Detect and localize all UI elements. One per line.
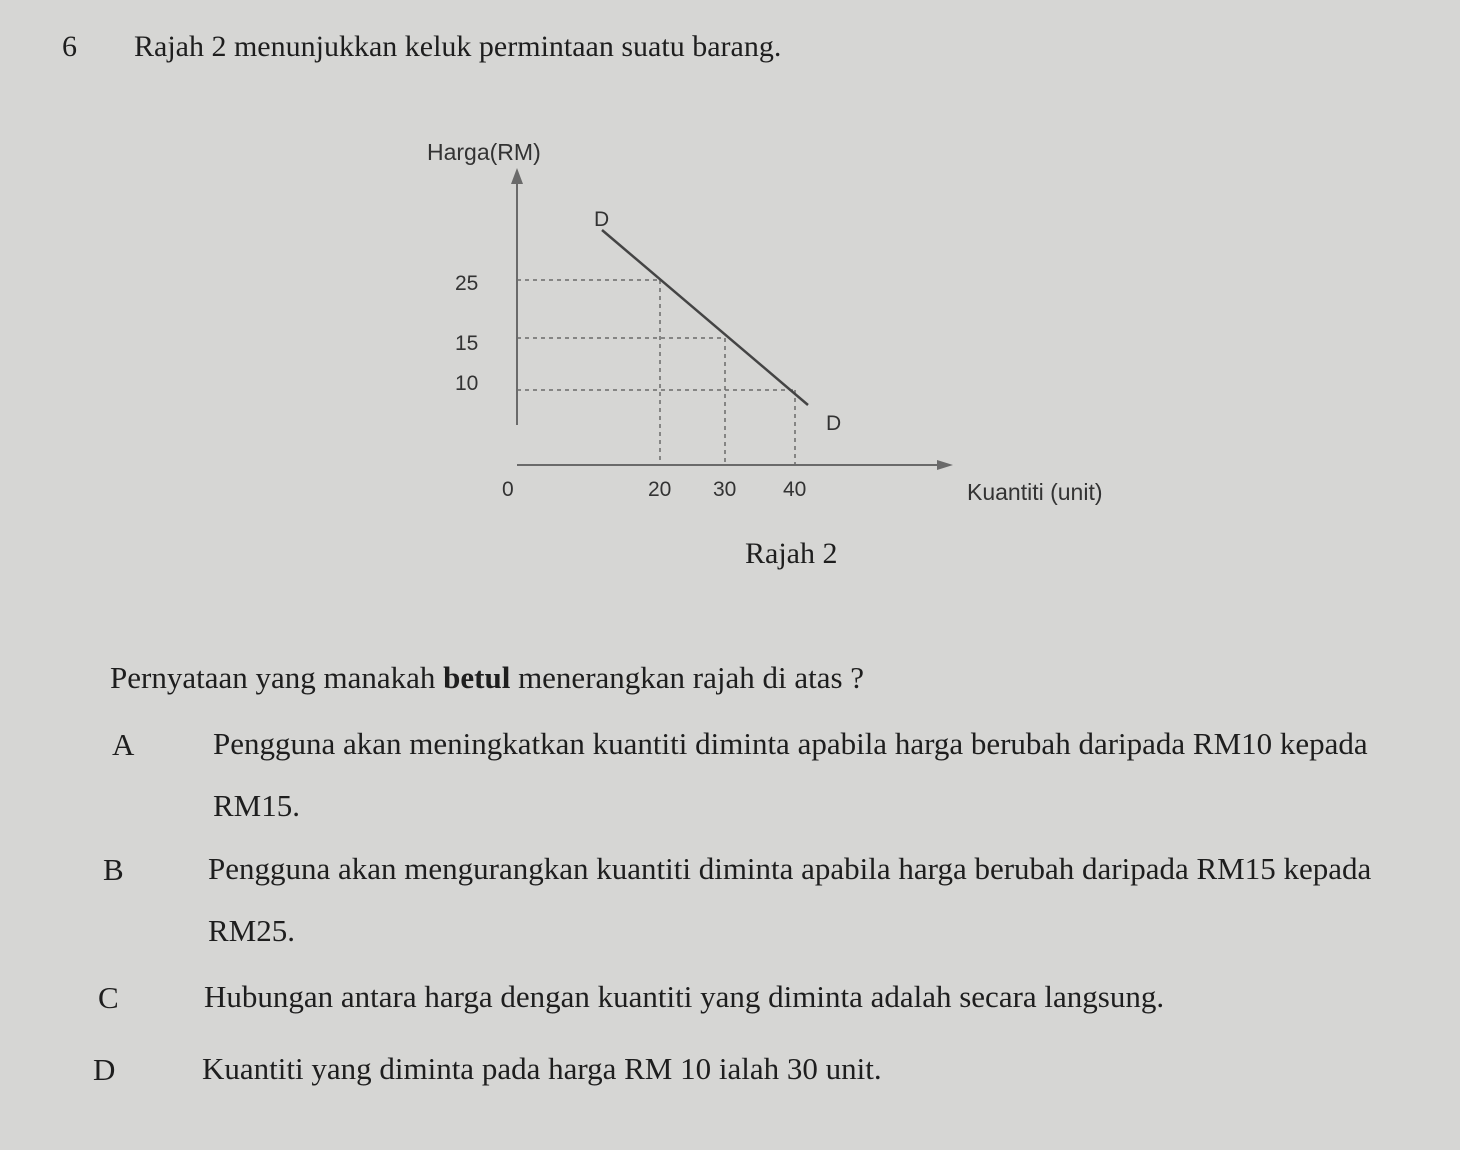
x-axis-arrow-icon	[937, 460, 953, 470]
y-tick-10: 10	[455, 372, 479, 395]
origin-label: 0	[502, 478, 514, 501]
figure-caption: Rajah 2	[745, 537, 838, 570]
question-number: 6	[62, 30, 77, 63]
curve-label-bottom: D	[826, 412, 842, 435]
prompt-text-start: Pernyataan yang manakah	[110, 660, 444, 695]
option-d-text[interactable]: Kuantiti yang diminta pada harga RM 10 ialah 30 unit.	[202, 1051, 882, 1086]
x-tick-30: 30	[713, 478, 737, 501]
demand-curve-line	[602, 230, 808, 405]
x-tick-20: 20	[648, 478, 672, 501]
y-axis-label: Harga(RM)	[427, 139, 541, 165]
prompt-text-end: menerangkan rajah di atas ?	[510, 660, 865, 695]
option-c-letter[interactable]: C	[98, 980, 119, 1015]
y-axis-arrow-icon	[511, 168, 523, 184]
question-stem: Rajah 2 menunjukkan keluk permintaan suatu barang.	[134, 30, 782, 63]
option-d-letter[interactable]: D	[93, 1052, 116, 1087]
y-tick-25: 25	[455, 272, 479, 295]
x-tick-40: 40	[783, 478, 807, 501]
tick-labels	[455, 272, 806, 501]
prompt-bold-word: betul	[443, 660, 511, 695]
demand-curve	[602, 230, 808, 405]
option-a-text[interactable]: Pengguna akan meningkatkan kuantiti diminta apabila harga berubah daripada RM10 kepada RM15.	[213, 726, 1368, 823]
y-tick-15: 15	[455, 332, 479, 355]
option-c-text[interactable]: Hubungan antara harga dengan kuantiti yang diminta adalah secara langsung.	[204, 979, 1165, 1014]
x-axis-label: Kuantiti (unit)	[967, 479, 1103, 505]
option-b-text[interactable]: Pengguna akan mengurangkan kuantiti diminta apabila harga berubah daripada RM15 kepada RM25.	[208, 851, 1372, 948]
option-b-letter[interactable]: B	[103, 852, 124, 887]
question-prompt	[110, 660, 864, 696]
curve-label-top: D	[594, 208, 610, 231]
guide-lines	[517, 280, 795, 465]
option-a-letter[interactable]: A	[112, 727, 135, 762]
